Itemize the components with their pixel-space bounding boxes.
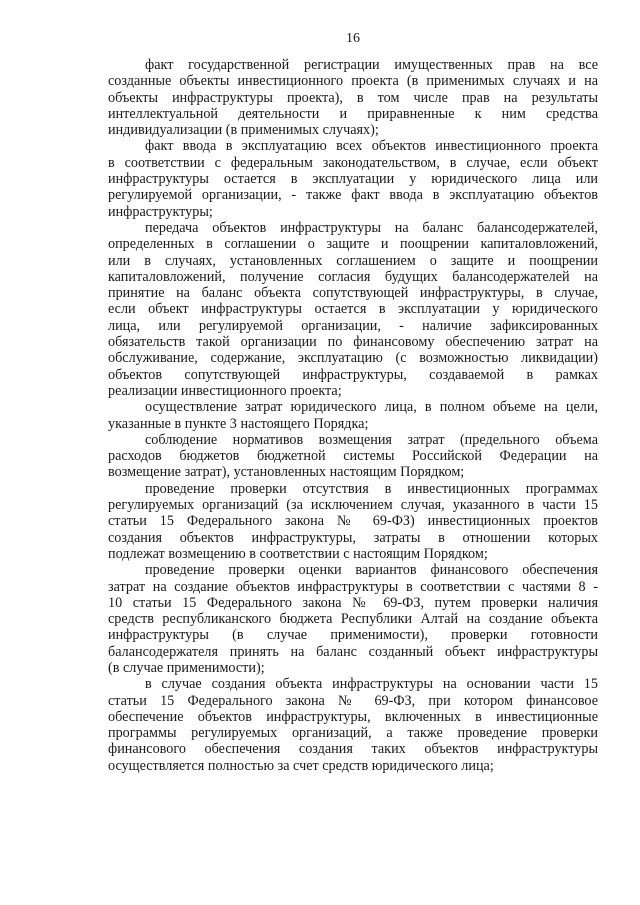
paragraph: [108, 138, 598, 219]
text-line: обслуживание, содержание, эксплуатацию (с возможностью ликвидации): [108, 350, 598, 367]
text-line: обеспечение объектов инфраструктуры, включенных в инвестиционные: [108, 708, 598, 725]
paragraph: [108, 57, 598, 138]
text-line: объектов сопутствующей инфраструктуры, создаваемой в рамках: [108, 366, 598, 383]
text-line: определенных в соглашении о защите и поощрении капиталовложений,: [108, 236, 598, 253]
text-line: проведение проверки оценки вариантов финансового обеспечения: [145, 562, 598, 579]
paragraph: [108, 481, 598, 562]
text-line: факт ввода в эксплуатацию всех объектов инвестиционного проекта: [145, 138, 598, 155]
text-line: в соответствии с федеральным законодательством, в случае, если объект: [108, 154, 598, 171]
text-line: программы регулируемых организаций, а также проведение проверки: [108, 725, 598, 742]
text-line: указанные в пункте 3 настоящего Порядка;: [108, 415, 369, 432]
text-line: созданные объекты инвестиционного проекта (в применимых случаях и на: [108, 73, 598, 90]
text-line: возмещение затрат), установленных настоящим Порядком;: [108, 464, 465, 481]
text-line: затрат на создание объектов инфраструктуры в соответствии с частями 8 -: [108, 578, 598, 595]
text-line: регулируемых организаций (за исключением случая, указанного в части 15: [108, 497, 598, 514]
text-line: принятие на баланс объекта сопутствующей инфраструктуры, в случае,: [108, 285, 598, 302]
text-line: соблюдение нормативов возмещения затрат (предельного объема: [145, 431, 598, 448]
paragraph: [108, 220, 598, 399]
text-line: факт государственной регистрации имущественных прав на все: [145, 57, 598, 73]
text-line: статьи 15 Федерального закона № 69-ФЗ) инвестиционных проектов: [108, 513, 598, 530]
text-line: лица, или регулируемой организации, - наличие зафиксированных: [108, 317, 598, 334]
text-line: индивидуализации (в применимых случаях);: [108, 122, 379, 139]
document-body: [108, 57, 598, 774]
text-line: капиталовложений, получение согласия будущих балансодержателей на: [108, 268, 598, 285]
text-line: осуществление затрат юридического лица, в полном объеме на цели,: [145, 399, 598, 416]
text-line: обязательств такой организации по финансовому обеспечению затрат на: [108, 334, 598, 351]
text-line: инфраструктуры;: [108, 203, 213, 220]
paragraph: [108, 399, 598, 432]
text-line: инфраструктуры (в случае применимости), проверки готовности: [108, 627, 598, 644]
text-line: статьи 15 Федерального закона № 69-ФЗ, при котором финансовое: [108, 692, 598, 709]
document-page: [108, 30, 598, 774]
text-line: 10 статьи 15 Федерального закона № 69-ФЗ, путем проверки наличия: [108, 594, 598, 611]
text-line: создания объектов инфраструктуры, затраты в отношении которых: [108, 529, 598, 546]
text-line: интеллектуальной деятельности и приравненные к ним средства: [108, 105, 598, 122]
text-line: расходов бюджетов бюджетной системы Российской Федерации на: [108, 448, 598, 465]
paragraph: [108, 676, 598, 774]
text-line: если объект инфраструктуры остается в эксплуатации у юридического: [108, 301, 598, 318]
page-number: 16: [346, 31, 360, 46]
text-line: объекты инфраструктуры проекта), в том числе прав на результаты: [108, 89, 598, 106]
text-line: инфраструктуры остается в эксплуатации у юридического лица или: [108, 171, 598, 188]
text-line: или в случаях, установленных соглашением о защите и поощрении: [108, 252, 598, 269]
text-line: проведение проверки отсутствия в инвестиционных программах: [145, 480, 598, 497]
text-line: средств республиканского бюджета Республики Алтай на создание объекта: [108, 611, 598, 628]
text-line: реализации инвестиционного проекта;: [108, 382, 342, 399]
paragraph: [108, 432, 598, 481]
text-line: финансового обеспечения создания таких объектов инфраструктуры: [108, 741, 598, 758]
text-line: балансодержателя принять на баланс созданный объект инфраструктуры: [108, 643, 598, 660]
text-line: передача объектов инфраструктуры на баланс балансодержателей,: [145, 219, 598, 236]
paragraph: [108, 562, 598, 676]
text-line: осуществляется полностью за счет средств юридического лица;: [108, 757, 494, 774]
text-line: (в случае применимости);: [108, 659, 265, 676]
text-line: подлежат возмещению в соответствии с настоящим Порядком;: [108, 545, 488, 562]
text-line: регулируемой организации, - также факт ввода в эксплуатацию объектов: [108, 187, 598, 204]
text-line: в случае создания объекта инфраструктуры на основании части 15: [145, 676, 598, 693]
